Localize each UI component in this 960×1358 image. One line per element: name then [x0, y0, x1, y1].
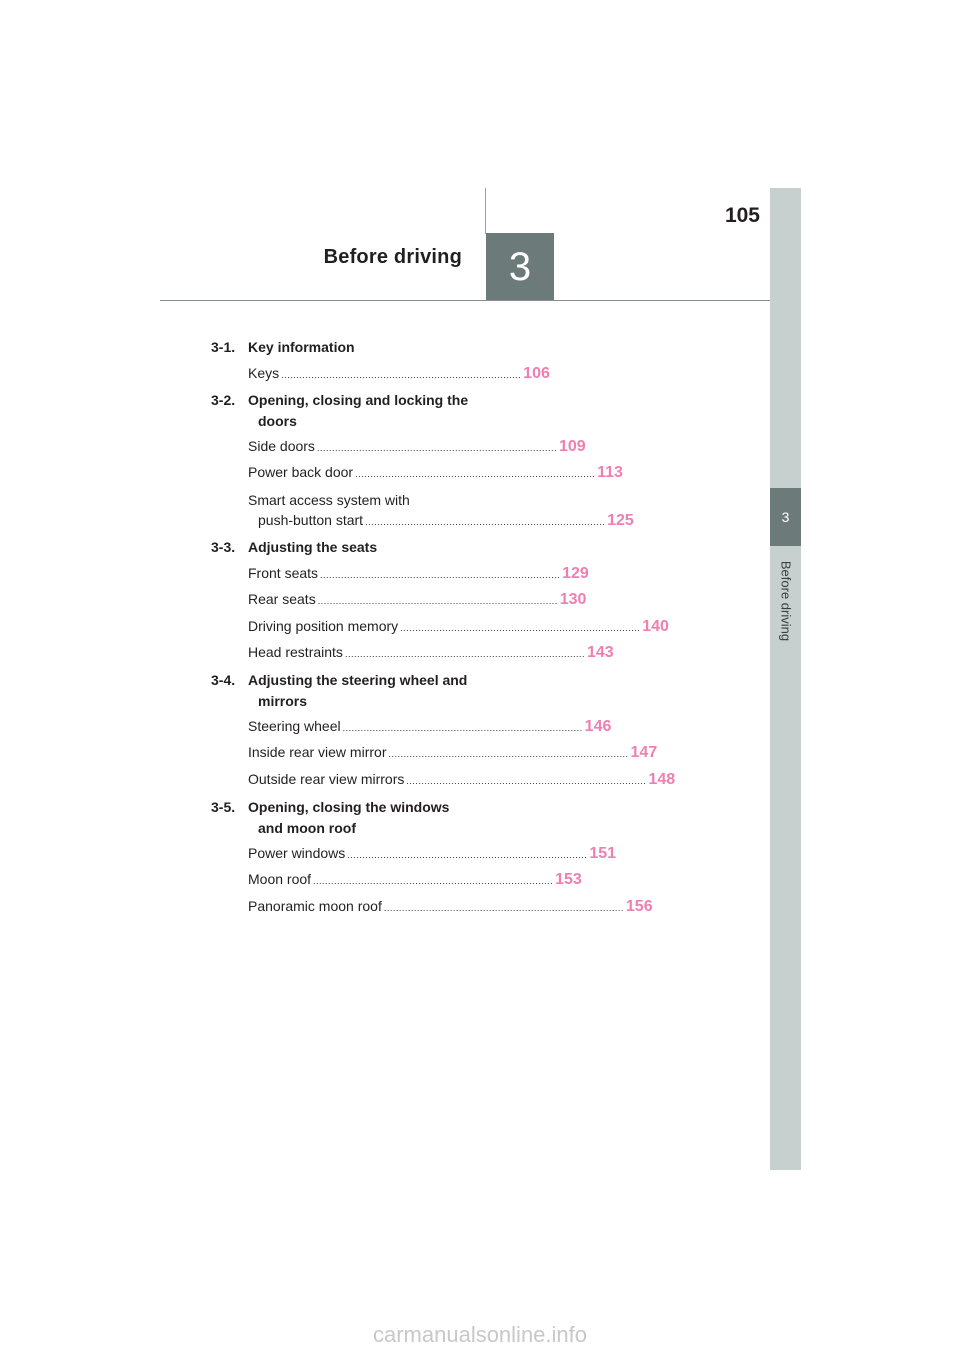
toc-entry[interactable] — [248, 898, 653, 916]
entry-page-link[interactable]: 113 — [597, 464, 623, 481]
toc-entry[interactable] — [248, 591, 587, 609]
chapter-title: Before driving — [323, 246, 462, 268]
entry-label: Head restraints — [248, 644, 343, 660]
toc-entry[interactable] — [248, 644, 614, 662]
entry-page-link[interactable]: 125 — [607, 512, 634, 529]
entry-page-link[interactable]: 109 — [558, 438, 586, 455]
leader-dots: ................................................................................ — [281, 370, 522, 380]
toc-entry[interactable] — [248, 365, 550, 383]
section-title-line2: and moon roof — [258, 820, 356, 836]
entry-page-link[interactable]: 106 — [523, 365, 550, 382]
entry-page-link[interactable]: 153 — [555, 871, 582, 888]
chapter-number-box: 3 — [486, 233, 554, 301]
entry-page-link[interactable]: 156 — [625, 898, 653, 915]
toc-entry[interactable] — [248, 845, 617, 863]
entry-page-link[interactable]: 146 — [584, 718, 612, 735]
leader-dots: ................................................................................ — [365, 517, 606, 527]
page-number: 105 — [724, 204, 760, 227]
section-number: 3-3. — [211, 539, 236, 555]
entry-label: Rear seats — [248, 591, 316, 607]
leader-dots: ................................................................................ — [344, 649, 585, 659]
section-title[interactable] — [248, 390, 469, 432]
leader-dots: ................................................................................ — [406, 776, 647, 786]
toc-entry[interactable] — [248, 464, 623, 482]
toc-entry[interactable] — [248, 490, 634, 532]
leader-dots: ................................................................................ — [347, 850, 588, 860]
entry-label: Panoramic moon roof — [248, 898, 382, 914]
toc-entry[interactable] — [248, 565, 589, 583]
side-chapter-label: Before driving — [778, 560, 794, 642]
leader-dots: ................................................................................ — [320, 570, 561, 580]
section-title[interactable]: Key information — [248, 339, 355, 355]
section-number: 3-2. — [211, 392, 236, 408]
side-chapter-tab[interactable]: 3 — [770, 488, 801, 546]
section-title[interactable]: Adjusting the seats — [248, 539, 378, 555]
leader-dots: ................................................................................ — [313, 876, 554, 886]
leader-dots: ................................................................................ — [383, 903, 624, 913]
toc-entry[interactable] — [248, 744, 658, 762]
leader-dots: ................................................................................ — [400, 623, 641, 633]
entry-page-link[interactable]: 148 — [648, 771, 676, 788]
entry-label: Moon roof — [248, 871, 312, 887]
leader-dots: ................................................................................ — [316, 443, 557, 453]
toc-entry[interactable] — [248, 718, 612, 736]
entry-label-line2: push-button start — [258, 512, 364, 528]
entry-label: Steering wheel — [248, 718, 341, 734]
entry-label-line1: Smart access system with — [248, 492, 410, 508]
watermark: carmanualsonline.info — [372, 1322, 588, 1347]
entry-page-link[interactable]: 140 — [642, 618, 669, 635]
section-title-line1: Opening, closing the windows — [248, 799, 450, 815]
entry-label: Inside rear view mirror — [248, 744, 387, 760]
entry-page-link[interactable]: 130 — [559, 591, 587, 608]
section-number: 3-5. — [211, 799, 236, 815]
section-title[interactable] — [248, 670, 468, 712]
leader-dots: ................................................................................ — [342, 723, 583, 733]
section-title-line2: doors — [258, 413, 297, 429]
entry-label: Front seats — [248, 565, 319, 581]
section-title-line2: mirrors — [258, 693, 308, 709]
entry-page-link[interactable]: 147 — [630, 744, 658, 761]
entry-page-link[interactable]: 143 — [586, 644, 614, 661]
section-title[interactable] — [248, 797, 460, 839]
leader-dots: ................................................................................ — [317, 596, 558, 606]
header-rule — [160, 300, 770, 301]
entry-label: Side doors — [248, 438, 315, 454]
side-thumb-bar — [770, 188, 801, 1170]
toc-entry[interactable] — [248, 618, 669, 636]
entry-label: Driving position memory — [248, 618, 399, 634]
entry-label: Power back door — [248, 464, 354, 480]
entry-label: Power windows — [248, 845, 346, 861]
section-title-line1: Adjusting the steering wheel and — [248, 672, 468, 688]
entry-page-link[interactable]: 151 — [589, 845, 617, 862]
entry-label: Outside rear view mirrors — [248, 771, 405, 787]
entry-page-link[interactable]: 129 — [562, 565, 589, 582]
section-number: 3-1. — [211, 339, 236, 355]
toc-entry[interactable] — [248, 771, 676, 789]
leader-dots: ................................................................................ — [388, 749, 629, 759]
leader-dots: ................................................................................ — [355, 469, 596, 479]
toc-entry[interactable] — [248, 871, 582, 889]
entry-label: Keys — [248, 365, 280, 381]
section-number: 3-4. — [211, 672, 236, 688]
section-title-line1: Opening, closing and locking the — [248, 392, 469, 408]
toc-entry[interactable] — [248, 438, 586, 456]
header-vertical-rule — [485, 188, 486, 234]
